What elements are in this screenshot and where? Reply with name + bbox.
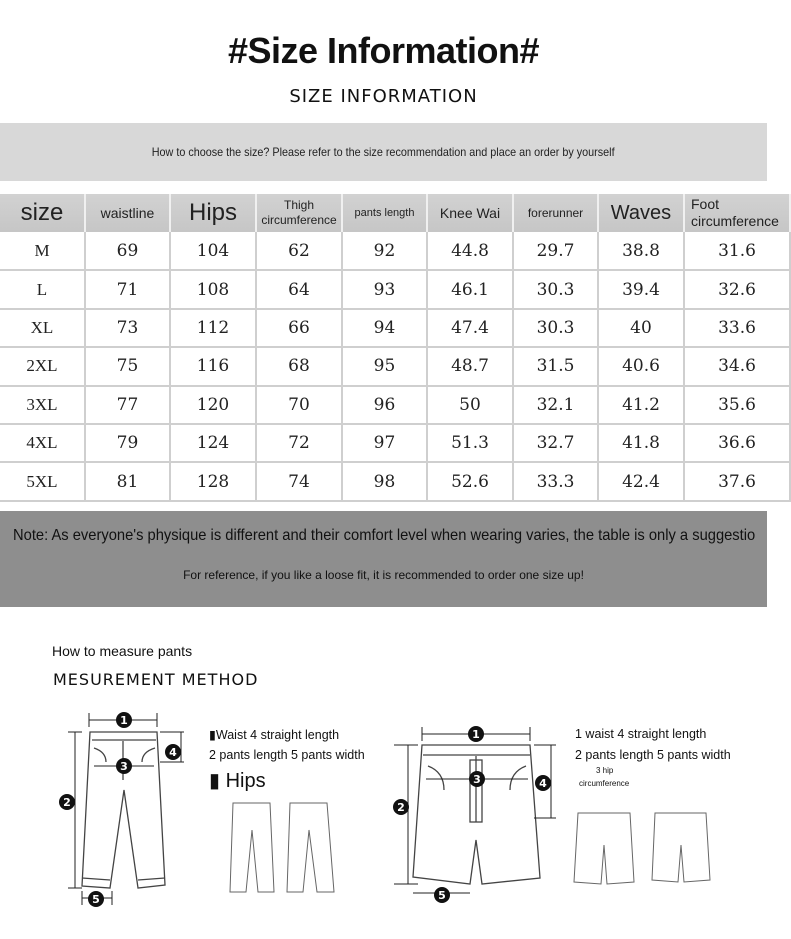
value-cell: 92 [342, 232, 427, 270]
value-cell: 52.6 [427, 462, 513, 500]
marker-1b: 1 [472, 728, 480, 741]
measurement-method-title: MESUREMENT METHOD [53, 670, 259, 689]
left-caption-1: ▮Waist 4 straight length [209, 728, 340, 742]
left-caption-3: ▮ Hips [209, 770, 266, 792]
value-cell: 79 [85, 424, 170, 462]
value-cell: 30.3 [513, 309, 598, 347]
header-pants-length: pants length [342, 194, 427, 232]
value-cell: 68 [256, 347, 342, 385]
value-cell: 98 [342, 462, 427, 500]
recommend-text: How to choose the size? Please refer to the size recommendation and place an order by yourself [152, 145, 615, 159]
marker-5: 5 [92, 893, 100, 906]
value-cell: 44.8 [427, 232, 513, 270]
value-cell: 48.7 [427, 347, 513, 385]
value-cell: 70 [256, 386, 342, 424]
long-pants-thumbnails [230, 803, 334, 892]
marker-2b: 2 [397, 801, 405, 814]
value-cell: 29.7 [513, 232, 598, 270]
header-hips: Hips [170, 194, 256, 232]
value-cell: 120 [170, 386, 256, 424]
value-cell: 69 [85, 232, 170, 270]
value-cell: 40.6 [598, 347, 684, 385]
value-cell: 37.6 [684, 462, 790, 500]
header-waistline: waistline [85, 194, 170, 232]
value-cell: 77 [85, 386, 170, 424]
value-cell: 96 [342, 386, 427, 424]
size-cell: 4XL [0, 424, 85, 462]
value-cell: 95 [342, 347, 427, 385]
value-cell: 112 [170, 309, 256, 347]
size-cell: M [0, 232, 85, 270]
value-cell: 46.1 [427, 270, 513, 308]
value-cell: 39.4 [598, 270, 684, 308]
header-foot: Foot circumference [684, 194, 790, 232]
marker-5b: 5 [438, 889, 446, 902]
shorts-thumbnails [574, 813, 710, 884]
size-cell: 2XL [0, 347, 85, 385]
value-cell: 36.6 [684, 424, 790, 462]
value-cell: 97 [342, 424, 427, 462]
header-waves: Waves [598, 194, 684, 232]
value-cell: 108 [170, 270, 256, 308]
value-cell: 33.3 [513, 462, 598, 500]
value-cell: 34.6 [684, 347, 790, 385]
value-cell: 40 [598, 309, 684, 347]
value-cell: 38.8 [598, 232, 684, 270]
header-knee: Knee Wai [427, 194, 513, 232]
value-cell: 124 [170, 424, 256, 462]
value-cell: 74 [256, 462, 342, 500]
value-cell: 32.1 [513, 386, 598, 424]
header-size: size [0, 194, 85, 232]
value-cell: 62 [256, 232, 342, 270]
value-cell: 32.6 [684, 270, 790, 308]
note-line-1: Note: As everyone's physique is different and their comfort level when wearing varies, the table is only a suggestio [13, 527, 756, 544]
value-cell: 66 [256, 309, 342, 347]
value-cell: 116 [170, 347, 256, 385]
header-thigh: Thigh circumference [256, 194, 342, 232]
value-cell: 93 [342, 270, 427, 308]
value-cell: 81 [85, 462, 170, 500]
marker-1: 1 [120, 714, 128, 727]
value-cell: 41.2 [598, 386, 684, 424]
value-cell: 71 [85, 270, 170, 308]
size-cell: 3XL [0, 386, 85, 424]
marker-4b: 4 [539, 777, 547, 790]
shorts-illustration [413, 745, 540, 884]
value-cell: 41.8 [598, 424, 684, 462]
page-subtitle: SIZE INFORMATION [289, 86, 478, 107]
marker-4: 4 [169, 746, 177, 759]
value-cell: 32.7 [513, 424, 598, 462]
right-caption-2: 2 pants length 5 pants width [575, 748, 731, 762]
value-cell: 31.5 [513, 347, 598, 385]
left-caption-2: 2 pants length 5 pants width [209, 748, 365, 762]
note-line-2: For reference, if you like a loose fit, it is recommended to order one size up! [183, 568, 584, 582]
header-forerunner: forerunner [513, 194, 598, 232]
value-cell: 51.3 [427, 424, 513, 462]
value-cell: 94 [342, 309, 427, 347]
shorts-guides [394, 727, 556, 893]
size-cell: 5XL [0, 462, 85, 500]
value-cell: 72 [256, 424, 342, 462]
page-title: #Size Information# [227, 30, 540, 71]
value-cell: 35.6 [684, 386, 790, 424]
value-cell: 104 [170, 232, 256, 270]
size-cell: L [0, 270, 85, 308]
value-cell: 75 [85, 347, 170, 385]
how-to-measure: How to measure pants [52, 643, 193, 659]
value-cell: 42.4 [598, 462, 684, 500]
value-cell: 33.6 [684, 309, 790, 347]
value-cell: 64 [256, 270, 342, 308]
marker-2: 2 [63, 796, 71, 809]
value-cell: 50 [427, 386, 513, 424]
value-cell: 128 [170, 462, 256, 500]
size-cell: XL [0, 309, 85, 347]
value-cell: 47.4 [427, 309, 513, 347]
marker-3b: 3 [473, 773, 481, 786]
right-caption-4: circumference [579, 779, 630, 788]
value-cell: 30.3 [513, 270, 598, 308]
long-pants-illustration [82, 732, 165, 888]
value-cell: 31.6 [684, 232, 790, 270]
value-cell: 73 [85, 309, 170, 347]
marker-3: 3 [120, 760, 128, 773]
right-caption-3: 3 hip [596, 766, 614, 775]
right-caption-1: 1 waist 4 straight length [575, 727, 707, 741]
